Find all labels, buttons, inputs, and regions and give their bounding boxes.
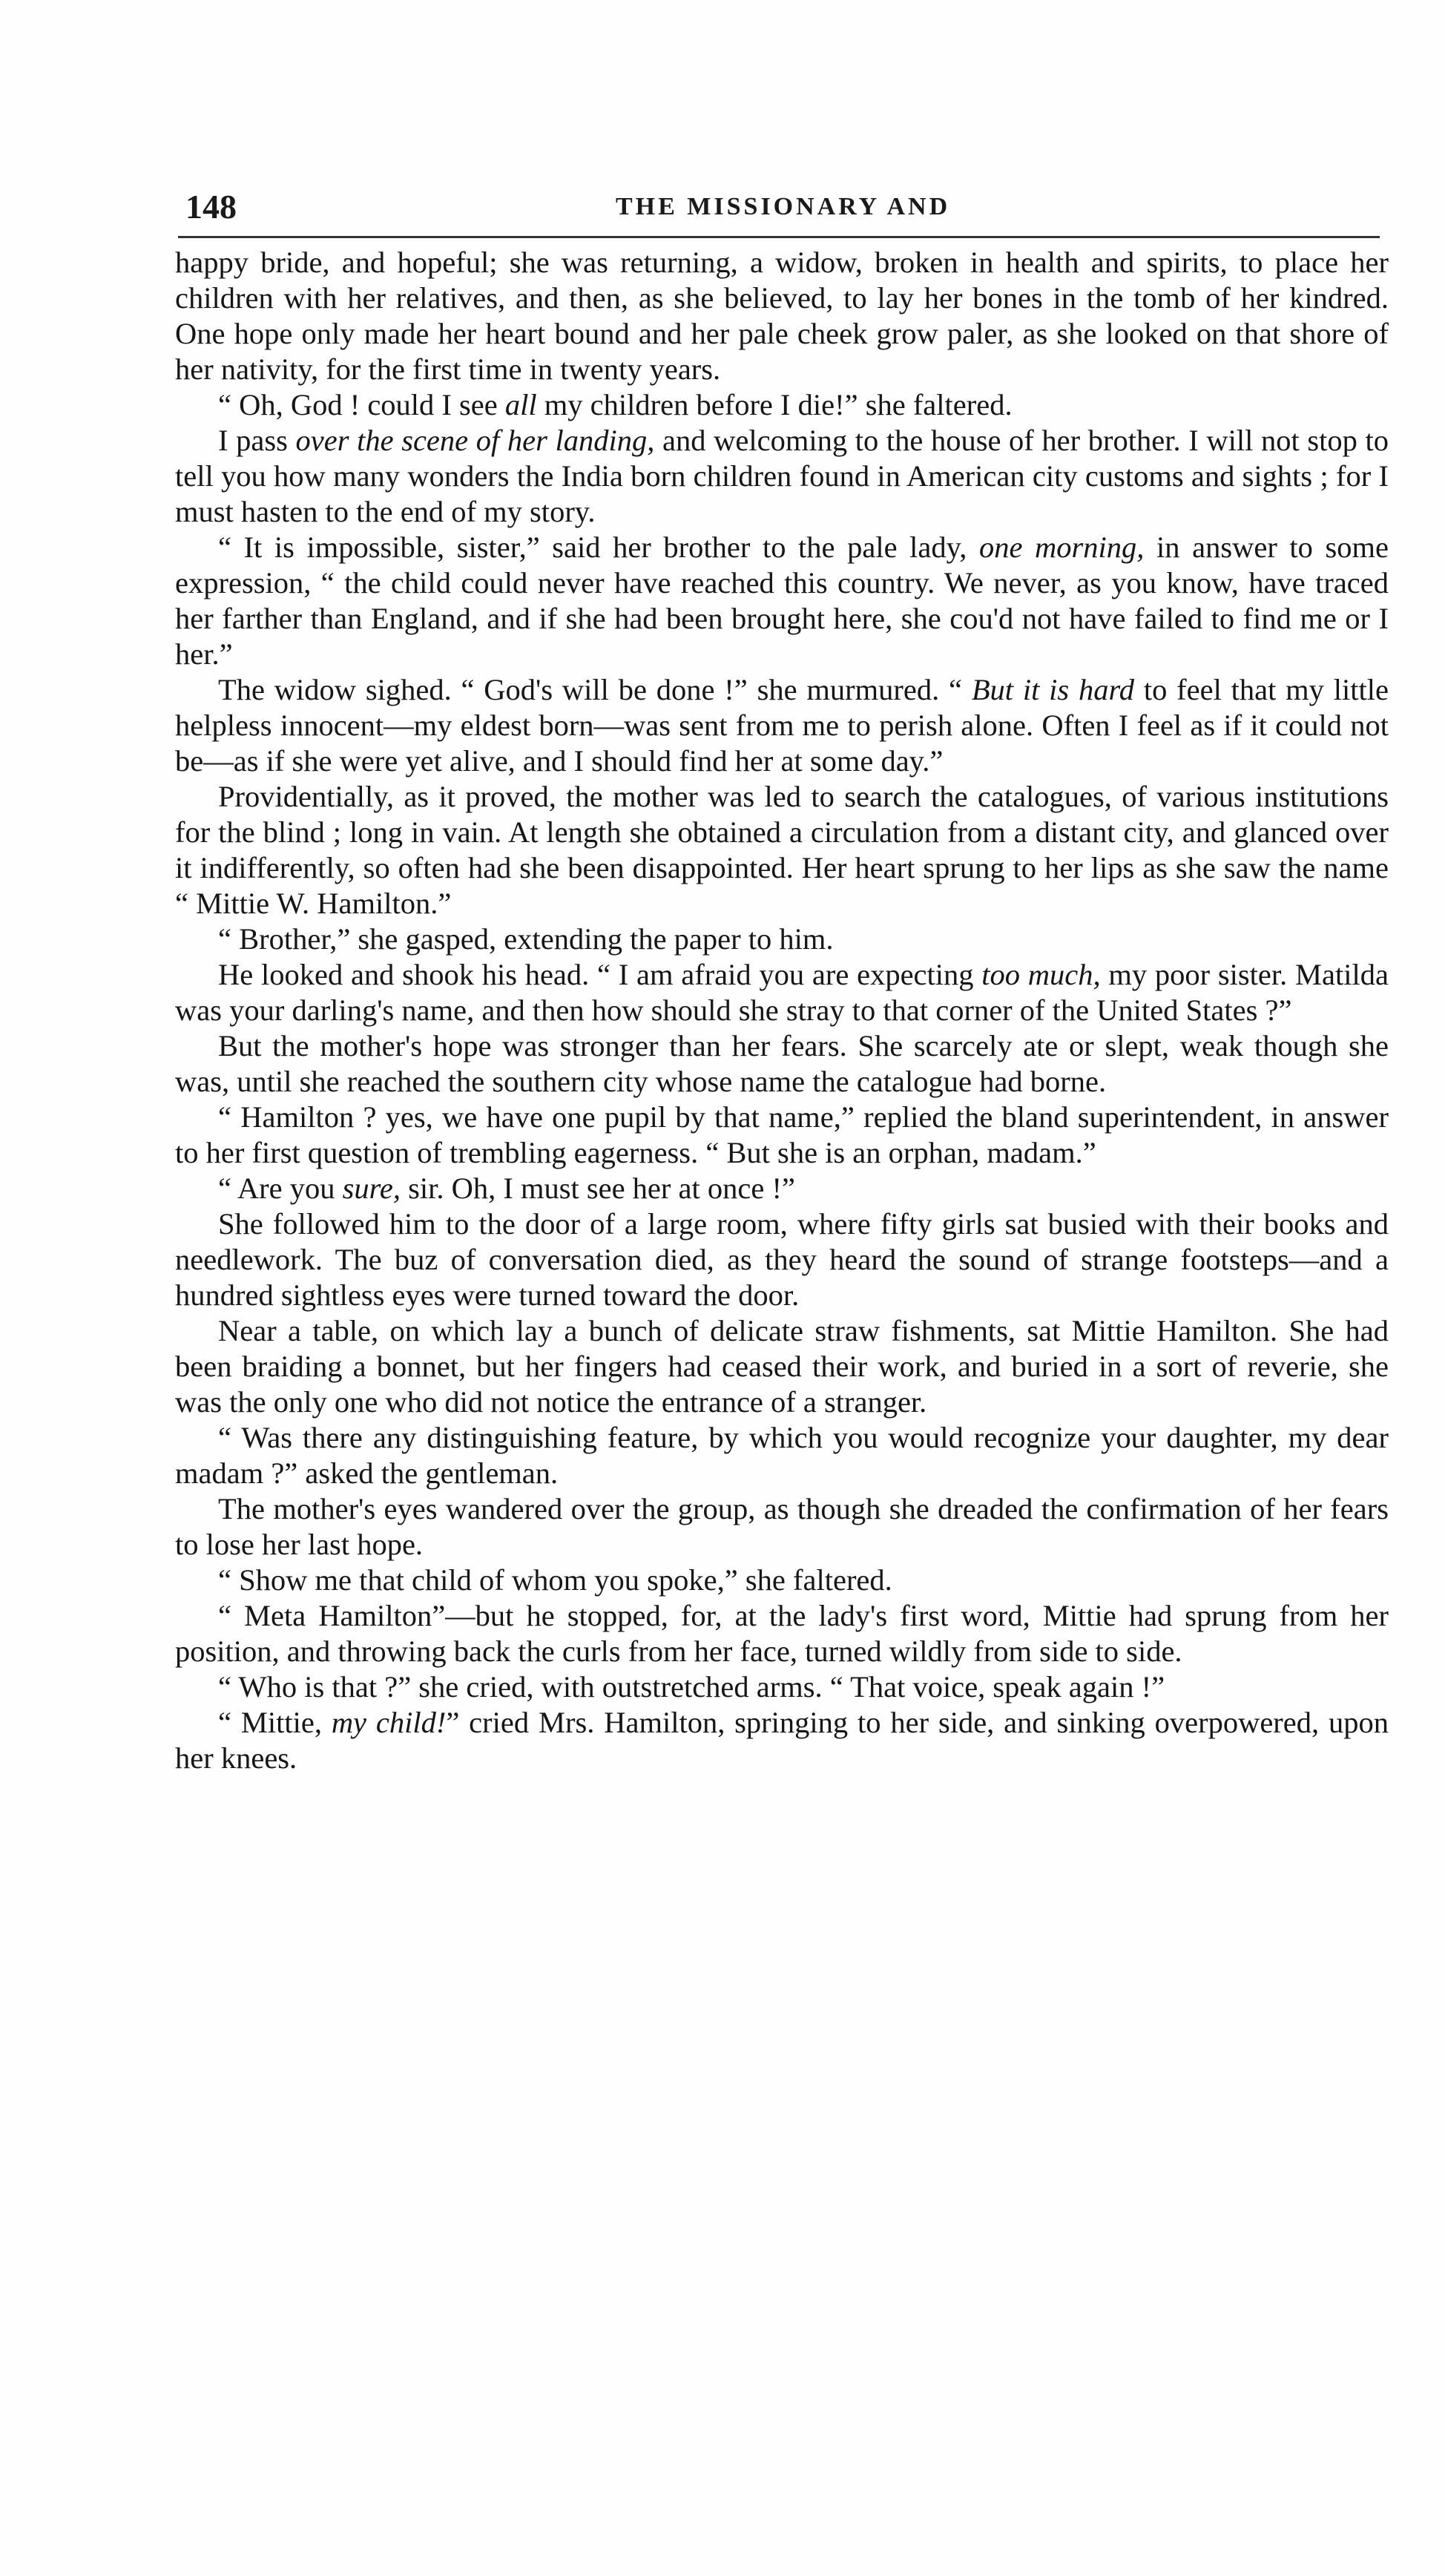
header-rule xyxy=(178,236,1380,238)
paragraph: The widow sighed. “ God's will be done !” she murmured. “ But it is hard to feel that my little helpless innocent—my eldest born—was sent from me to perish alone. Often I feel as if it could not be—as if she were yet alive, and I should find her at some day.” xyxy=(175,673,1389,778)
paragraph: “ Was there any distinguishing feature, by which you would recognize your daughter, my dear madam ?” asked the gentleman. xyxy=(175,1421,1389,1490)
paragraph: “ Show me that child of whom you spoke,” she faltered. xyxy=(218,1563,892,1597)
paragraph: happy bride, and hopeful; she was returning, a widow, broken in health and spirits, to place her children with her relatives, and then, as she believed, to lay her bones in the tomb of her kindred. One hope only made her heart bound and her pale cheek grow paler, as she looked on that shore of her nativity, for the first time in twenty years. xyxy=(175,246,1389,386)
paragraph: But the mother's hope was stronger than her fears. She scarcely ate or slept, weak though she was, until she reached the southern city whose name the catalogue had borne. xyxy=(175,1029,1389,1098)
body-text xyxy=(175,245,1389,1776)
page-header xyxy=(185,187,1387,231)
paragraph: I pass over the scene of her landing, and welcoming to the house of her brother. I will not stop to tell you how many wonders the India born children found in American city customs and sights ; for I must hasten to the end of my story. xyxy=(175,424,1389,528)
paragraph: Providentially, as it proved, the mother was led to search the catalogues, of various institutions for the blind ; long in vain. At length she obtained a circulation from a distant city, and glanced over it indifferently, so often had she been disappointed. Her heart sprung to her lips as she saw the name “ Mittie W. Hamilton.” xyxy=(175,780,1389,920)
paragraph: “ It is impossible, sister,” said her brother to the pale lady, one morning, in answer to some expression, “ the child could never have reached this country. We never, as you know, have traced her farther than England, and if she had been brought here, she cou'd not have failed to find me or I her.” xyxy=(175,530,1389,671)
paragraph: She followed him to the door of a large room, where fifty girls sat busied with their books and needlework. The buz of conversation died, as they heard the sound of strange footsteps—and a hundred sightless eyes were turned toward the door. xyxy=(175,1207,1389,1312)
paragraph: “ Brother,” she gasped, extending the paper to him. xyxy=(218,922,834,956)
paragraph: “ Mittie, my child!” cried Mrs. Hamilton, springing to her side, and sinking overpowered, upon her knees. xyxy=(175,1706,1389,1775)
page-number: 148 xyxy=(185,188,237,226)
paragraph: “ Oh, God ! could I see all my children before I die!” she faltered. xyxy=(218,388,1013,421)
paragraph: “ Hamilton ? yes, we have one pupil by that name,” replied the bland superintendent, in answer to her first question of trembling eagerness. “ But she is an orphan, madam.” xyxy=(175,1100,1389,1169)
paragraph: The mother's eyes wandered over the group, as though she dreaded the confirmation of her fears to lose her last hope. xyxy=(175,1492,1389,1561)
running-head: THE MISSIONARY AND xyxy=(616,193,951,220)
paragraph: “ Meta Hamilton”—but he stopped, for, at the lady's first word, Mittie had sprung from her position, and throwing back the curls from her face, turned wildly from side to side. xyxy=(175,1599,1389,1668)
paragraph: He looked and shook his head. “ I am afraid you are expecting too much, my poor sister. Matilda was your darling's name, and then how should she stray to that corner of the United States ?” xyxy=(175,958,1389,1027)
paragraph: “ Are you sure, sir. Oh, I must see her at once !” xyxy=(218,1172,795,1205)
paragraph: “ Who is that ?” she cried, with outstretched arms. “ That voice, speak again !” xyxy=(218,1670,1165,1703)
paragraph: Near a table, on which lay a bunch of delicate straw fishments, sat Mittie Hamilton. She had been braiding a bonnet, but her fingers had ceased their work, and buried in a sort of reverie, she was the only one who did not notice the entrance of a stranger. xyxy=(175,1314,1389,1419)
